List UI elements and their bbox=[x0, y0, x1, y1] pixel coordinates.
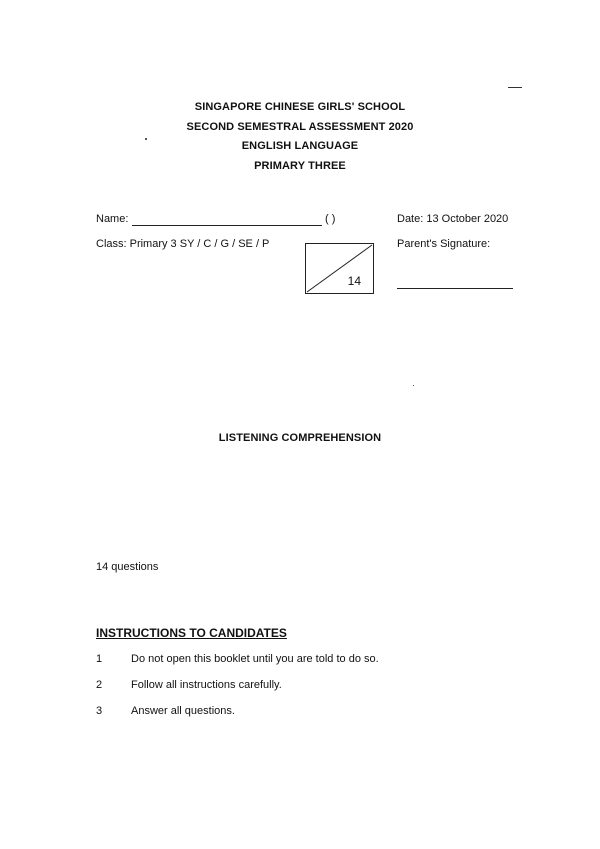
level-title: PRIMARY THREE bbox=[254, 160, 346, 172]
parent-signature-label: Parent's Signature: bbox=[397, 238, 491, 250]
scan-speck bbox=[413, 385, 414, 386]
instruction-number: 2 bbox=[96, 679, 103, 691]
instructions-title: INSTRUCTIONS TO CANDIDATES bbox=[96, 626, 287, 640]
register-number-brackets[interactable]: ( ) bbox=[325, 213, 336, 225]
question-count: 14 questions bbox=[96, 561, 159, 573]
instruction-text: Follow all instructions carefully. bbox=[131, 679, 282, 691]
name-field-line[interactable] bbox=[132, 225, 322, 226]
school-name: SINGAPORE CHINESE GIRLS' SCHOOL bbox=[194, 101, 406, 113]
instruction-item bbox=[96, 705, 235, 717]
subject-title: ENGLISH LANGUAGE bbox=[241, 140, 359, 152]
instruction-item bbox=[96, 653, 379, 665]
instruction-text: Do not open this booklet until you are told to do so. bbox=[131, 653, 379, 665]
class-field: Class: Primary 3 SY / C / G / SE / P bbox=[96, 238, 270, 250]
instruction-number: 3 bbox=[96, 705, 103, 717]
score-total: 14 bbox=[347, 274, 361, 288]
score-box bbox=[305, 243, 374, 294]
instruction-number: 1 bbox=[96, 653, 103, 665]
instruction-item bbox=[96, 679, 282, 691]
name-label: Name: bbox=[96, 213, 129, 225]
instruction-text: Answer all questions. bbox=[131, 705, 235, 717]
assessment-title: SECOND SEMESTRAL ASSESSMENT 2020 bbox=[186, 121, 414, 133]
score-diagonal-icon bbox=[306, 244, 373, 293]
exam-date: Date: 13 October 2020 bbox=[397, 213, 509, 225]
scan-mark-dash bbox=[508, 87, 522, 88]
paper-title: LISTENING COMPREHENSION bbox=[218, 432, 382, 444]
parent-signature-line[interactable] bbox=[397, 288, 513, 289]
